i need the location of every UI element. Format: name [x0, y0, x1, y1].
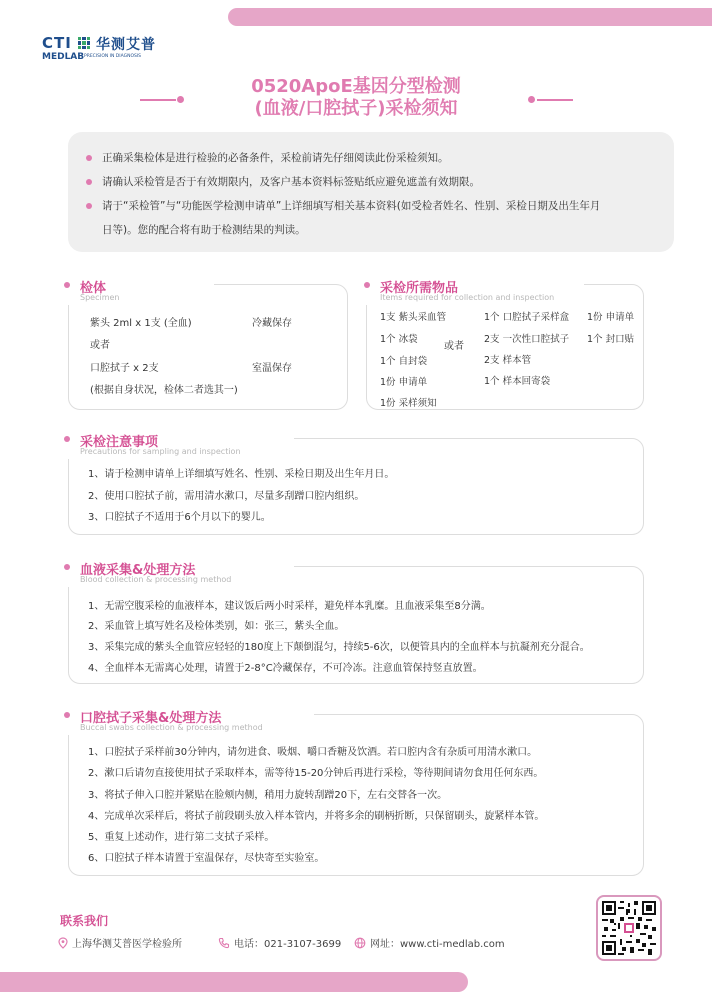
- blood-title: 血液采集&处理方法: [80, 563, 196, 578]
- contact-address: 上海华测艾普医学检验所: [58, 935, 182, 952]
- specimen-title: 检体: [80, 281, 107, 296]
- buccal-header: [64, 707, 314, 735]
- qr-code-image: [602, 901, 656, 955]
- buccal-item: 6、口腔拭子样本请置于室温保存，尽快寄至实验室。: [88, 853, 325, 864]
- item-col1: 1支 紫头采血管: [380, 312, 447, 323]
- item-col1: 1份 采样须知: [380, 398, 437, 409]
- buccal-item: 3、将拭子伸入口腔并紧贴在脸颊内侧，稍用力旋转刮蹭20下，左右交替各一次。: [88, 790, 448, 801]
- section-dot-icon: [64, 282, 70, 288]
- precautions-header: [64, 431, 294, 459]
- logo-tagline: PRECISION IN DIAGNOSIS: [84, 54, 142, 59]
- precaution-item: 1、请于检测申请单上详细填写姓名、性别、采检日期及出生年月日。: [88, 469, 395, 480]
- page-title-line2: (血液/口腔拭子)采检须知: [254, 98, 458, 119]
- specimen-header: [64, 277, 214, 305]
- items-required-subtitle: Items required for collection and inspection: [380, 293, 555, 302]
- buccal-subtitle: Buccal swabs collection & processing method: [80, 723, 263, 732]
- bullet-dot-icon: [86, 179, 92, 185]
- location-icon: [58, 937, 68, 952]
- logo-medlab: MEDLAB: [42, 52, 85, 62]
- item-col2: 1个 口腔拭子采样盒: [484, 312, 570, 323]
- blood-subtitle: Blood collection & processing method: [80, 575, 232, 584]
- contact-website[interactable]: 网址：www.cti-medlab.com: [354, 935, 505, 952]
- buccal-item: 4、完成单次采样后，将拭子前段刷头放入样本管内，并将多余的刷柄折断，只保留刷头，旋紧样本管。: [88, 811, 545, 822]
- qr-code[interactable]: [596, 895, 662, 961]
- logo-name-cn: 华测艾普: [96, 37, 156, 53]
- specimen-or: 或者: [90, 340, 110, 351]
- specimen-swab-storage: 室温保存: [252, 363, 292, 374]
- globe-icon: [354, 937, 366, 952]
- precautions-title: 采检注意事项: [80, 435, 159, 450]
- blood-item: 4、全血样本无需离心处理，请置于2-8°C冷藏保存，不可冷冻。注意血管保持竖直放置。: [88, 663, 483, 674]
- bullet-dot-icon: [86, 155, 92, 161]
- item-col1: 1份 申请单: [380, 377, 428, 388]
- specimen-blood-storage: 冷藏保存: [252, 318, 292, 329]
- blood-header: [64, 559, 294, 587]
- title-deco-line-right: [537, 99, 573, 101]
- intro-item-continued: 日等)。您的配合将有助于检测结果的判读。: [102, 224, 306, 236]
- blood-item: 3、采集完成的紫头全血管应轻轻的180度上下颠倒混匀，持续5-6次，以便管具内的全血样本与抗凝剂充分混合。: [88, 642, 590, 653]
- blood-item: 1、无需空腹采检的血液样本，建议饭后两小时采样，避免样本乳糜。且血液采集至8分满。: [88, 601, 491, 612]
- company-logo: [42, 34, 192, 68]
- item-col1: 1个 冰袋: [380, 334, 418, 345]
- buccal-item: 5、重复上述动作，进行第二支拭子采样。: [88, 832, 275, 843]
- intro-item: 请确认采检管是否于有效期限内，及客户基本资料标签贴纸应避免遮盖有效期限。: [84, 170, 658, 194]
- precaution-item: 2、使用口腔拭子前，需用清水漱口，尽量多刮蹭口腔内组织。: [88, 491, 365, 502]
- phone-icon: [218, 937, 230, 952]
- buccal-item: 2、漱口后请勿直接使用拭子采取样本，需等待15-20分钟后再进行采检，等待期间请勿食用任何东西。: [88, 768, 544, 779]
- bottom-decor-bar: [0, 972, 468, 992]
- contact-title: 联系我们: [60, 914, 109, 928]
- title-deco-dot-left: [177, 96, 184, 103]
- intro-item: 正确采集检体是进行检验的必备条件，采检前请先仔细阅读此份采检须知。: [84, 146, 658, 170]
- items-or: 或者: [444, 341, 464, 352]
- intro-notice-box: [68, 132, 674, 252]
- specimen-swab-item: 口腔拭子 x 2支: [90, 363, 159, 374]
- item-col2: 2支 一次性口腔拭子: [484, 334, 570, 345]
- logo-grid-icon: [78, 37, 90, 49]
- item-col1: 1个 自封袋: [380, 356, 428, 367]
- specimen-subtitle: Specimen: [80, 293, 120, 302]
- section-dot-icon: [64, 564, 70, 570]
- top-decor-bar: [228, 8, 712, 26]
- buccal-title: 口腔拭子采集&处理方法: [80, 711, 222, 726]
- section-dot-icon: [364, 282, 370, 288]
- items-required-header: [364, 277, 584, 305]
- blood-item: 2、采血管上填写姓名及检体类别，如：张三，紫头全血。: [88, 621, 345, 632]
- precautions-subtitle: Precautions for sampling and inspection: [80, 447, 241, 456]
- items-required-title: 采检所需物品: [380, 281, 459, 296]
- item-col3: 1份 申请单: [587, 312, 635, 323]
- contact-phone: 电话：021-3107-3699: [218, 935, 341, 952]
- specimen-note: (根据自身状况，检体二者选其一): [90, 385, 238, 396]
- item-col3: 1个 封口贴: [587, 334, 635, 345]
- item-col2: 2支 样本管: [484, 355, 532, 366]
- logo-brand: CTI: [42, 34, 72, 52]
- intro-item: 请于“采检管”与“功能医学检测申请单”上详细填写相关基本资料(如受检者姓名、性别、采检日期及出生年月: [84, 194, 658, 218]
- buccal-item: 1、口腔拭子采样前30分钟内，请勿进食、吸烟、嚼口香糖及饮酒。若口腔内含有杂质可用清水漱口。: [88, 747, 538, 758]
- precaution-item: 3、口腔拭子不适用于6个月以下的婴儿。: [88, 512, 271, 523]
- specimen-blood-item: 紫头 2ml x 1支 (全血): [90, 318, 192, 329]
- item-col2: 1个 样本回寄袋: [484, 376, 551, 387]
- bullet-dot-icon: [86, 203, 92, 209]
- section-dot-icon: [64, 712, 70, 718]
- section-dot-icon: [64, 436, 70, 442]
- page-title-line1: 0520ApoE基因分型检测: [251, 76, 461, 97]
- title-deco-dot-right: [528, 96, 535, 103]
- title-deco-line-left: [140, 99, 176, 101]
